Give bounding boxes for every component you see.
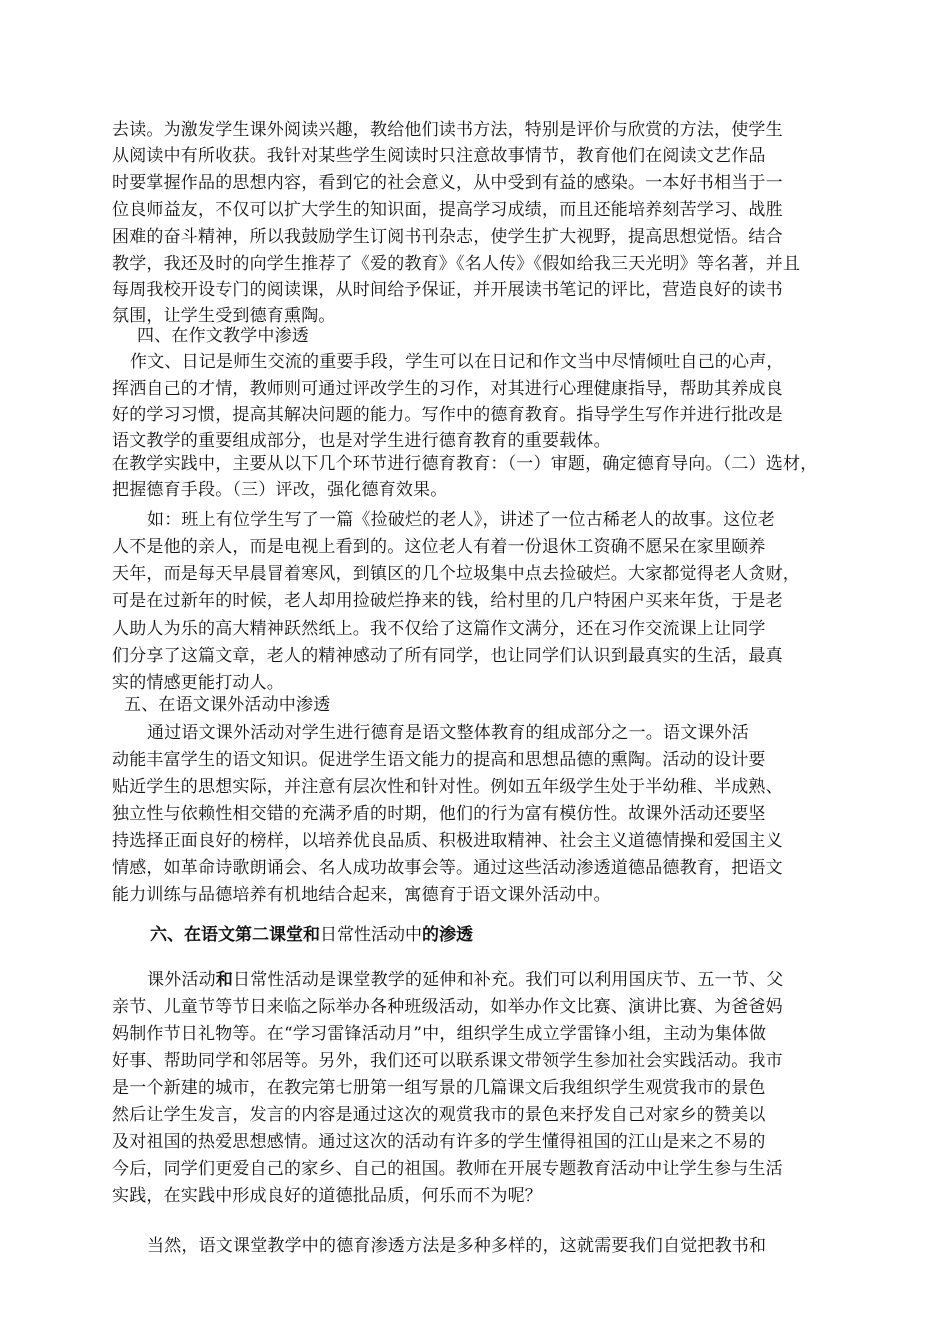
paragraph-line: 人不是他的亲人，而是电视上看到的。这位老人有着一份退休工资确不愿呆在家里颐养 xyxy=(112,537,766,557)
paragraph-line: 语文教学的重要组成部分，也是对学生进行德育教育的重要载体。 xyxy=(112,431,611,451)
section-heading-4: 四、在作文教学中渗透 xyxy=(137,326,309,346)
paragraph-line: 通过语文课外活动对学生进行德育是语文整体教育的组成部分之一。语文课外活 xyxy=(147,723,749,743)
paragraph-line: 持选择正面良好的榜样，以培养优良品质、积极进取精神、社会主义道德情操和爱国主义 xyxy=(112,831,783,851)
paragraph-line xyxy=(147,967,783,993)
text-run: 和 xyxy=(215,970,234,990)
paragraph-line: 们分享了这篇文章，老人的精神感动了所有同学，也让同学们认识到最真实的生活，最真 xyxy=(112,646,783,666)
paragraph-line: 贴近学生的思想实际，并注意有层次性和针对性。例如五年级学生处于半幼稚、半成熟、 xyxy=(112,777,783,797)
section-heading-5: 五、在语文课外活动中渗透 xyxy=(124,695,331,715)
paragraph-line: 位良师益友，不仅可以扩大学生的知识面，提高学习成绩，而且还能培养刻苦学习、战胜 xyxy=(112,200,783,220)
paragraph-line: 人助人为乐的高大精神跃然纸上。我不仅给了这篇作文满分，还在习作交流课上让同学 xyxy=(112,619,766,639)
paragraph-line: 如：班上有位学生写了一篇《捡破烂的老人》，讲述了一位古稀老人的故事。这位老 xyxy=(147,510,775,530)
paragraph-line: 把握德育手段。（三）评改，强化德育效果。 xyxy=(112,480,448,500)
paragraph-line: 动能丰富学生的语文知识。促进学生语文能力的提高和思想品德的熏陶。活动的设计要 xyxy=(112,750,766,770)
paragraph-line: 当然，语文课堂教学中的德育渗透方法是多种多样的，这就需要我们自觉把教书和 xyxy=(147,1236,767,1256)
text-run: 日常性活动是课堂教学的延伸和补充。我们可以利用国庆节、五一节、父 xyxy=(233,970,784,990)
paragraph-line: 去读。为激发学生课外阅读兴趣，教给他们读书方法，特别是评价与欣赏的方法，使学生 xyxy=(112,120,783,140)
paragraph-line: 实践，在实践中形成良好的道德批品质，何乐而不为呢？ xyxy=(112,1186,542,1206)
paragraph-line: 情感，如革命诗歌朗诵会、名人成功故事会等。通过这些活动渗透道德品德教育，把语文 xyxy=(112,858,783,878)
paragraph-line: 可是在过新年的时候，老人却用捡破烂挣来的钱，给村里的几户特困户买来年货，于是老 xyxy=(112,591,783,611)
paragraph-line: 好事、帮助同学和邻居等。另外，我们还可以联系课文带领学生参加社会实践活动。我市 xyxy=(112,1051,783,1071)
paragraph-line: 好的学习习惯，提高其解决问题的能力。写作中的德育教育。指导学生写作并进行批改是 xyxy=(112,405,783,425)
paragraph-line: 及对祖国的热爱思想感情。通过这次的活动有许多的学生懂得祖国的江山是来之不易的 xyxy=(112,1132,766,1152)
paragraph-line: 天年，而是每天早晨冒着寒风，到镇区的几个垃圾集中点去捡破烂。大家都觉得老人贪财， xyxy=(112,564,800,584)
section-heading-6 xyxy=(150,922,473,948)
paragraph-line: 是一个新建的城市，在教完第七册第一组写景的几篇课文后我组织学生观赏我市的景色 xyxy=(112,1078,766,1098)
paragraph-line: 妈制作节日礼物等。在“学习雷锋活动月”中，组织学生成立学雷锋小组，主动为集体做 xyxy=(112,1024,767,1044)
paragraph-line: 从阅读中有所收获。我针对某些学生阅读时只注意故事情节，教育他们在阅读文艺作品 xyxy=(112,146,766,166)
paragraph-line: 能力训练与品德培养有机地结合起来，寓德育于语文课外活动中。 xyxy=(112,885,611,905)
paragraph-line: 教学，我还及时的向学生推荐了《爱的教育》《名人传》《假如给我三天光明》等名著，并且 xyxy=(112,254,801,274)
paragraph-line: 困难的奋斗精神，所以我鼓励学生订阅书刊杂志，使学生扩大视野，提高思想觉悟。结合 xyxy=(112,227,783,247)
paragraph-line: 作文、日记是师生交流的重要手段，学生可以在日记和作文当中尽情倾吐自己的心声， xyxy=(130,352,784,372)
paragraph-line: 亲节、儿童节等节日来临之际举办各种班级活动，如举办作文比赛、演讲比赛、为爸爸妈 xyxy=(112,997,783,1017)
heading-part: 日常性活动中 xyxy=(320,925,422,945)
paragraph-line: 在教学实践中，主要从以下几个环节进行德育教育：（一）审题，确定德育导向。（二）选材， xyxy=(112,454,818,474)
heading-part: 六、在语文第二课堂和 xyxy=(150,925,320,945)
paragraph-line: 实的情感更能打动人。 xyxy=(112,673,284,693)
paragraph-line: 时要掌握作品的思想内容，看到它的社会意义，从中受到有益的感染。一本好书相当于一 xyxy=(112,173,783,193)
heading-part: 的渗透 xyxy=(422,925,473,945)
paragraph-line: 氛围，让学生受到德育熏陶。 xyxy=(112,306,336,326)
text-run: 课外活动 xyxy=(147,970,216,990)
paragraph-line: 今后，同学们更爱自己的家乡、自己的祖国。教师在开展专题教育活动中让学生参与生活 xyxy=(112,1159,783,1179)
paragraph-line: 独立性与依赖性相交错的充满矛盾的时期，他们的行为富有模仿性。故课外活动还要坚 xyxy=(112,804,766,824)
paragraph-line: 挥洒自己的才情，教师则可通过评改学生的习作，对其进行心理健康指导，帮助其养成良 xyxy=(112,379,783,399)
paragraph-line: 每周我校开设专门的阅读课，从时间给予保证，并开展读书笔记的评比，营造良好的读书 xyxy=(112,280,783,300)
paragraph-line: 然后让学生发言，发言的内容是通过这次的观赏我市的景色来抒发自己对家乡的赞美以 xyxy=(112,1105,766,1125)
